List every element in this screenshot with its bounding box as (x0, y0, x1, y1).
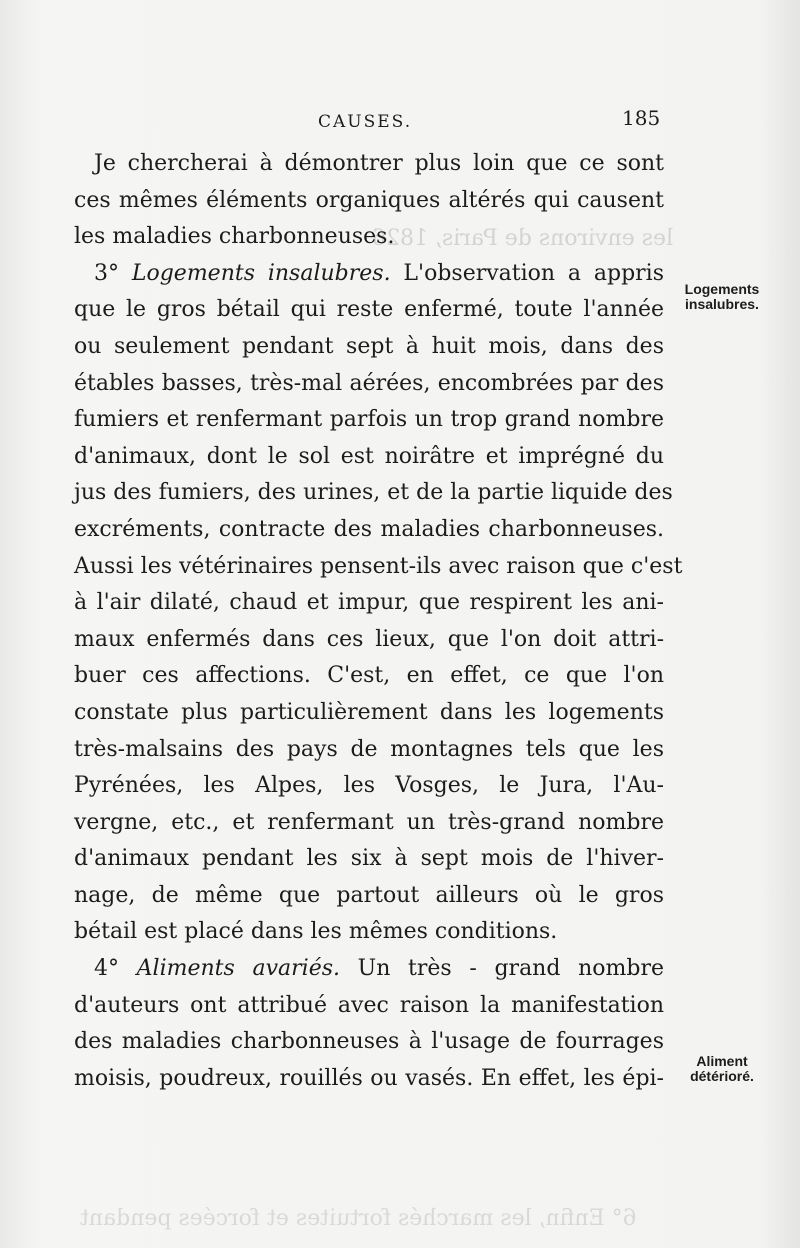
margin-note-aliment (676, 1054, 768, 1084)
margin-note-line: détérioré. (690, 1068, 754, 1084)
margin-note-line: insalubres. (685, 296, 759, 312)
text-line: constate plus particulièrement dans les logements (74, 699, 664, 725)
text-line: Pyrénées, les Alpes, les Vosges, le Jura, l'Au- (74, 773, 664, 799)
text-line: buer ces affections. C'est, en effet, ce que l'on (74, 663, 664, 689)
text-line: Je chercherai à démontrer plus loin que ce sont (94, 151, 664, 176)
text-line: à l'air dilaté, chaud et impur, que respirent les ani- (74, 590, 664, 616)
margin-note-logements (676, 282, 768, 312)
paragraph-lead: Un très - grand nombre (357, 956, 664, 982)
text-line: jus des fumiers, des urines, et de la partie liquide des (74, 480, 673, 506)
paragraph-lead: L'observation a appris (403, 260, 665, 286)
text-line: étables basses, très-mal aérées, encombrées par des (74, 370, 664, 396)
bleed-through-bottom: 6° Enfin, les marchés fortuites et forcées pendant (80, 1206, 637, 1231)
text-line: maux enfermés dans ces lieux, que l'on doit attri- (74, 626, 664, 652)
text-line: d'animaux, dont le sol est noirâtre et imprégné du (74, 443, 664, 469)
body-text (74, 146, 683, 1097)
text-line: des maladies charbonneuses à l'usage de fourrages (74, 1029, 664, 1055)
paragraph-number: 3° (94, 260, 119, 286)
paragraph-heading-line (74, 951, 664, 988)
paragraph-title: Aliments avariés. (136, 956, 340, 982)
text-line: vergne, etc., et renfermant un très-grand nombre (74, 809, 664, 835)
text-line: d'auteurs ont attribué avec raison la manifestation (74, 992, 664, 1018)
text-line: très-malsains des pays de montagnes tels que les (74, 736, 664, 762)
page-number: 185 (622, 106, 661, 130)
text-line: les maladies charbonneuses. (74, 224, 395, 250)
text-line: bétail est placé dans les mêmes conditions. (74, 919, 558, 945)
text-line: Aussi les vétérinaires pensent-ils avec raison que c'est (74, 553, 683, 579)
text-line: excréments, contracte des maladies charbonneuses. (74, 516, 664, 542)
bleed-through-top: les environs de Paris, 1826 (372, 226, 674, 251)
text-line: d'animaux pendant les six à sept mois de l'hiver- (74, 846, 664, 872)
text-line: ou seulement pendant sept à huit mois, dans des (74, 333, 664, 359)
margin-note-line: Logements (684, 281, 760, 297)
paragraph-title: Logements insalubres. (131, 260, 391, 286)
text-line: fumiers et renfermant parfois un trop grand nombre (74, 407, 664, 433)
text-line: nage, de même que partout ailleurs où le gros (74, 882, 664, 908)
paragraph-heading-line (74, 256, 664, 293)
margin-note-line: Aliment (696, 1053, 748, 1069)
text-line: que le gros bétail qui reste enfermé, toute l'année (74, 297, 664, 323)
paragraph-number: 4° (94, 956, 119, 982)
running-head: CAUSES. (318, 112, 413, 132)
text-line: ces mêmes éléments organiques altérés qui causent (74, 187, 664, 213)
text-line: moisis, poudreux, rouillés ou vasés. En effet, les épi- (74, 1065, 664, 1091)
